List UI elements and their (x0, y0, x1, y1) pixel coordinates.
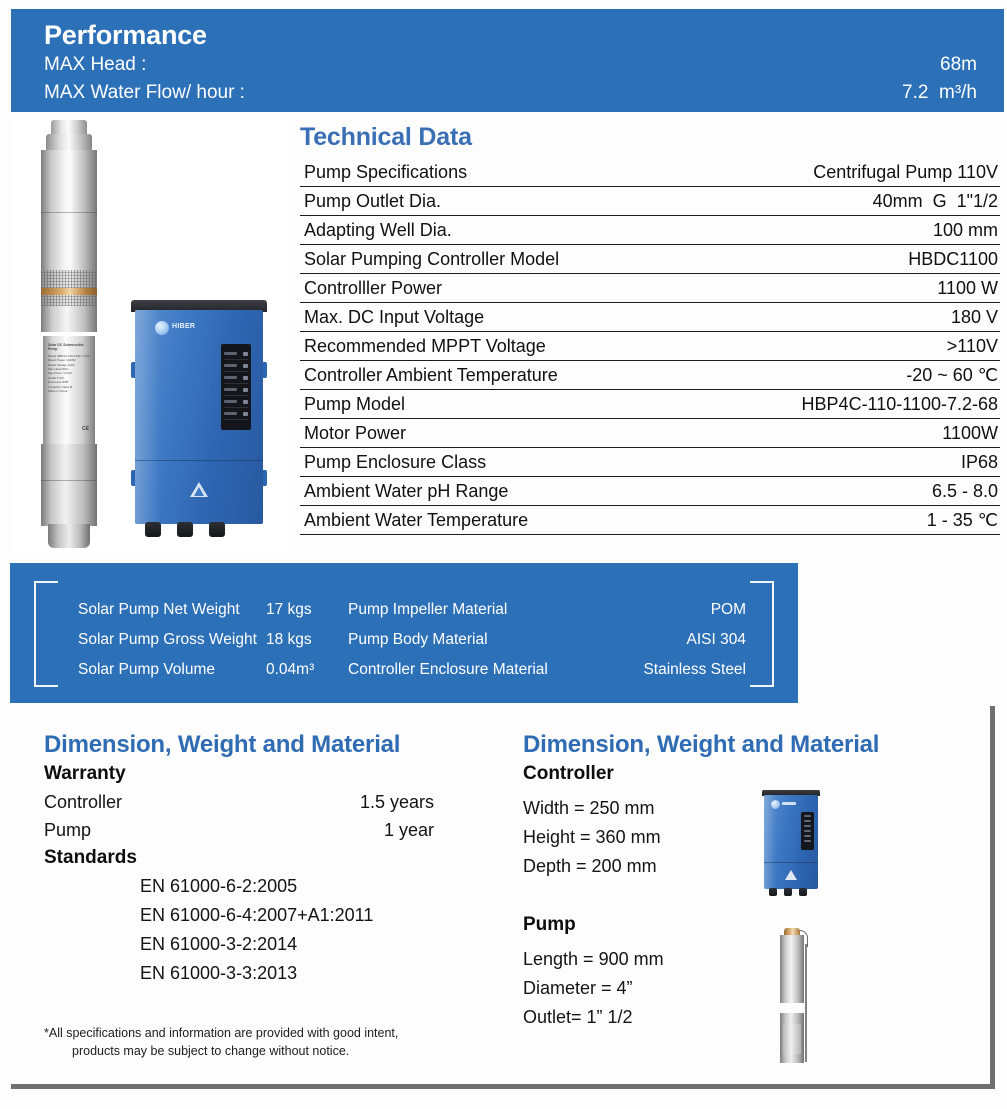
table-row (300, 448, 1000, 477)
material-right-value: Stainless Steel (643, 661, 746, 678)
tech-label: Max. DC Input Voltage (304, 307, 485, 327)
brand-droplet-icon (155, 321, 169, 335)
tech-value: 1100W (942, 423, 998, 443)
brand-name-mark (782, 802, 796, 805)
tech-label: Solar Pumping Controller Model (304, 249, 560, 269)
standard-item: EN 61000-3-3:2013 (140, 963, 298, 983)
performance-header-band (11, 9, 1004, 112)
cable-gland (799, 888, 807, 896)
controller-dim-line: Height = 360 mm (523, 827, 661, 847)
pump-dim-line: Length = 900 mm (523, 949, 664, 969)
performance-row-max-flow (44, 79, 990, 107)
tech-label: Controlller Power (304, 278, 443, 298)
tech-label: Ambient Water Temperature (304, 510, 529, 530)
tech-label: Recommended MPPT Voltage (304, 336, 546, 356)
material-row (78, 595, 746, 625)
pump-thumbnail-image (775, 928, 809, 1063)
tech-value: 1 - 35 ℃ (926, 510, 998, 530)
pump-dims-heading: Pump (523, 914, 576, 935)
pump-label-line: Enclosure IP68 (48, 380, 69, 385)
table-row (300, 216, 1000, 245)
tech-label: Ambient Water pH Range (304, 481, 509, 501)
cable-gland (769, 888, 777, 896)
tech-value: 6.5 - 8.0 (931, 481, 998, 501)
pump-brass-ring (41, 288, 97, 295)
panel-row (224, 396, 248, 408)
cable-gland (784, 888, 792, 896)
standard-item: EN 61000-6-2:2005 (140, 876, 298, 896)
bracket-corner-bottom-left (34, 607, 58, 687)
table-row (300, 390, 1000, 419)
table-row (300, 245, 1000, 274)
material-left-label: Solar Pump Net Weight (78, 601, 240, 618)
material-right-label: Pump Impeller Material (348, 601, 508, 618)
pump-label-line: Rated Power 1100W (48, 358, 76, 363)
table-row (300, 303, 1000, 332)
controller-dim-line: Depth = 200 mm (523, 856, 657, 876)
pump-foot (48, 524, 90, 548)
weight-material-band (10, 563, 798, 703)
tech-label: Motor Power (304, 423, 407, 443)
panel-row (224, 408, 248, 420)
panel-row (224, 360, 248, 372)
panel-row (224, 372, 248, 384)
material-left-label: Solar Pump Volume (78, 661, 215, 678)
pump-thumb-ring (780, 1003, 804, 1013)
warranty-label: Pump (44, 820, 92, 840)
table-row (300, 506, 1000, 535)
tech-value: 40mm G 1"1/2 (872, 191, 998, 211)
tech-value: HBDC1100 (908, 249, 998, 269)
tech-label: Pump Enclosure Class (304, 452, 487, 472)
pump-label-line: Rated Voltage 110V (48, 362, 75, 367)
warranty-value: 1.5 years (359, 792, 434, 812)
panel-row (224, 384, 248, 396)
technical-data-section (300, 122, 1000, 535)
right-column-title: Dimension, Weight and Material (523, 731, 880, 758)
tech-value: 1100 W (937, 278, 998, 298)
pump-thumb-cable-run (805, 944, 807, 1062)
controller-dims-heading: Controller (523, 763, 614, 784)
pump-dim-line: Outlet= 1” 1/2 (523, 1007, 633, 1027)
cable-gland (177, 522, 193, 537)
footnote-line-1: *All specifications and information are provided with good intent, (44, 1026, 399, 1040)
table-row (300, 332, 1000, 361)
material-grid (78, 595, 746, 685)
disclaimer-footnote (44, 1024, 464, 1060)
performance-label-max-head: MAX Head : (44, 54, 147, 75)
pump-label-line: Model HBP4C-110-1100-7.2-68 (48, 353, 90, 358)
warning-triangle-icon (190, 482, 208, 497)
tech-value: 100 mm (932, 220, 998, 240)
material-left-value: 0.04m³ (266, 661, 315, 678)
warranty-heading: Warranty (44, 763, 126, 784)
warranty-row (44, 788, 499, 816)
pump-spec-label (43, 336, 95, 444)
pump-label-heading: Solar DC Submersible Pump (48, 343, 84, 352)
table-row (300, 187, 1000, 216)
warranty-label: Controller (44, 792, 123, 812)
tech-label: Controller Ambient Temperature (304, 365, 558, 385)
pump-label-line: Made in China (48, 389, 68, 394)
performance-row-max-head (44, 51, 990, 79)
material-right-value: POM (710, 601, 746, 618)
submersible-pump-image (37, 120, 101, 550)
left-column-title: Dimension, Weight and Material (44, 731, 401, 758)
controller-thumb-glands (769, 888, 815, 898)
cable-gland (209, 522, 225, 537)
panel-row (224, 348, 248, 360)
pump-label-line: Max Head 68m (48, 367, 69, 372)
cable-gland (145, 522, 161, 537)
material-row (78, 625, 746, 655)
table-row (300, 158, 1000, 187)
material-left-label: Solar Pump Gross Weight (78, 631, 257, 648)
controller-dim-line: Width = 250 mm (523, 798, 655, 818)
tech-value: 180 V (950, 307, 998, 327)
pump-label-line: Outlet 1"1/2 (48, 375, 64, 380)
warning-triangle-icon (785, 870, 797, 880)
brand-name: HIBER (172, 323, 196, 330)
pump-thumb-body (780, 935, 804, 1003)
tech-label: Adapting Well Dia. (304, 220, 452, 240)
pump-upper-body (41, 150, 97, 270)
table-row (300, 477, 1000, 506)
material-left-value: 18 kgs (266, 631, 312, 648)
pump-thumb-label (783, 1024, 801, 1054)
standard-item: EN 61000-6-4:2007+A1:2011 (140, 905, 374, 925)
tech-label: Pump Outlet Dia. (304, 191, 442, 211)
tech-label: Pump Model (304, 394, 406, 414)
controller-thumb-panel (801, 812, 814, 850)
pump-label-text (48, 343, 90, 425)
product-photo-area (11, 114, 287, 554)
standard-item: EN 61000-3-2:2014 (140, 934, 298, 954)
brand-droplet-icon (771, 800, 780, 809)
ce-mark-icon: CE (82, 426, 89, 432)
tech-value: IP68 (960, 452, 998, 472)
performance-value-max-head: 68m (940, 54, 977, 75)
controller-cable-glands (145, 522, 257, 542)
warranty-standards-column (44, 730, 499, 988)
tech-label: Pump Specifications (304, 162, 468, 182)
material-left-value: 17 kgs (266, 601, 312, 618)
tech-value: >110V (946, 336, 998, 356)
material-row (78, 655, 746, 685)
performance-label-max-flow: MAX Water Flow/ hour : (44, 82, 245, 103)
table-row (300, 419, 1000, 448)
material-right-value: AISI 304 (686, 631, 746, 648)
standards-heading: Standards (44, 847, 137, 868)
pump-dim-line: Diameter = 4” (523, 978, 633, 998)
tech-value: -20 ~ 60 ℃ (906, 365, 998, 385)
controller-thumb-seam (764, 862, 818, 863)
material-right-label: Controller Enclosure Material (348, 661, 548, 678)
controller-display-panel (221, 344, 251, 430)
solar-controller-image (129, 300, 269, 554)
performance-title: Performance (44, 20, 207, 50)
material-right-label: Pump Body Material (348, 631, 488, 648)
pump-label-line: Max Flow 7.2m³/h (48, 371, 72, 376)
tech-value: Centrifugal Pump 110V (813, 162, 998, 182)
pump-mid-body (41, 306, 97, 332)
pump-label-line: Insulation Class B (48, 384, 73, 389)
pump-lower-body (41, 444, 97, 526)
bottom-panel (11, 706, 995, 1089)
pump-seam (41, 480, 97, 481)
controller-panel-seam (135, 460, 263, 461)
footnote-line-2: products may be subject to change without notice. (72, 1044, 350, 1058)
controller-brand-logo (155, 320, 209, 336)
performance-value-max-flow: 7.2 m³/h (902, 82, 977, 103)
table-row (300, 274, 1000, 303)
warranty-row (44, 816, 499, 844)
pump-seam (41, 212, 97, 213)
technical-data-title: Technical Data (300, 123, 472, 151)
table-row (300, 361, 1000, 390)
warranty-value: 1 year (383, 820, 434, 840)
bracket-corner-bottom-right (750, 607, 774, 687)
dimensions-column (523, 730, 963, 1032)
controller-thumbnail-image (760, 790, 822, 902)
tech-value: HBP4C-110-1100-7.2-68 (801, 394, 998, 414)
